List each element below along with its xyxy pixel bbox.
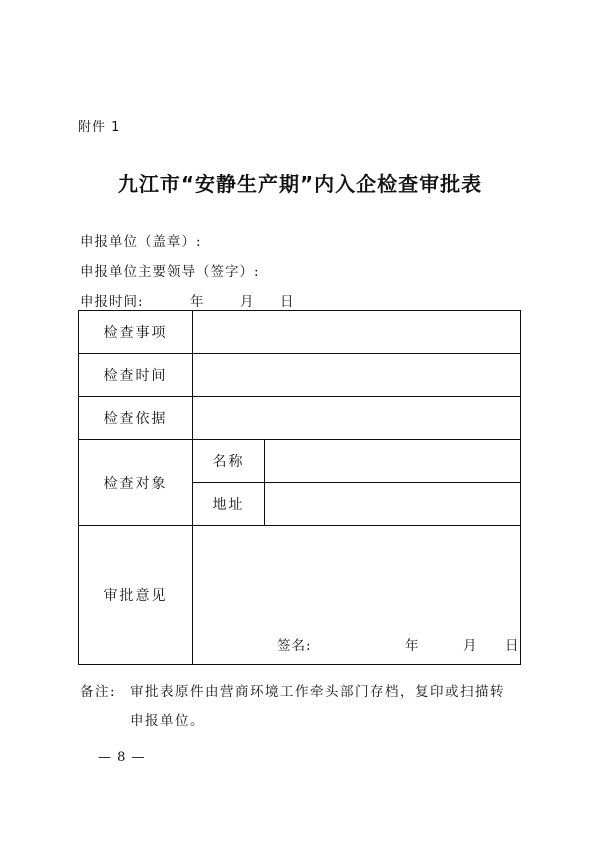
approval-opinion-field[interactable] bbox=[193, 526, 521, 665]
attachment-label: 附件 1 bbox=[78, 120, 121, 135]
table-row bbox=[79, 354, 521, 397]
signature-day: 日 bbox=[505, 638, 520, 654]
inspection-basis-field[interactable] bbox=[193, 397, 521, 440]
inspection-time-label: 检查时间 bbox=[79, 354, 193, 397]
applicant-time-label: 申报时间: bbox=[80, 294, 144, 310]
table-row bbox=[79, 311, 521, 354]
inspection-basis-label: 检查依据 bbox=[79, 397, 193, 440]
document-title: 九江市“安静生产期”内入企检查审批表 bbox=[117, 172, 483, 196]
remark-text-2: 申报单位。 bbox=[130, 713, 205, 729]
target-name-label: 名称 bbox=[193, 440, 265, 483]
applicant-leader-line: 申报单位主要领导（签字）: bbox=[80, 264, 260, 280]
page-number: — 8 — bbox=[98, 750, 146, 765]
inspection-item-label: 检查事项 bbox=[79, 311, 193, 354]
applicant-unit-line: 申报单位（盖章）: bbox=[80, 234, 202, 250]
target-address-field[interactable] bbox=[265, 483, 521, 526]
remark-text-1: 审批表原件由营商环境工作牵头部门存档，复印或扫描转 bbox=[130, 684, 505, 700]
signature-area bbox=[193, 526, 520, 664]
table-row bbox=[79, 397, 521, 440]
target-name-field[interactable] bbox=[265, 440, 521, 483]
applicant-time-day: 日 bbox=[280, 294, 295, 310]
remark-line-1 bbox=[80, 678, 550, 707]
inspection-target-label: 检查对象 bbox=[79, 440, 193, 526]
applicant-time-year: 年 bbox=[190, 294, 205, 310]
remark-section bbox=[80, 678, 550, 736]
inspection-time-field[interactable] bbox=[193, 354, 521, 397]
applicant-time-month: 月 bbox=[240, 294, 255, 310]
approval-form-table bbox=[78, 310, 521, 665]
signature-year: 年 bbox=[405, 638, 420, 654]
applicant-time-line bbox=[80, 290, 295, 310]
table-row bbox=[79, 440, 521, 483]
signature-month: 月 bbox=[463, 638, 478, 654]
remark-label: 备注: bbox=[80, 684, 117, 700]
table-row bbox=[79, 526, 521, 665]
approval-opinion-label: 审批意见 bbox=[79, 526, 193, 665]
inspection-item-field[interactable] bbox=[193, 311, 521, 354]
target-address-label: 地址 bbox=[193, 483, 265, 526]
signature-label: 签名: bbox=[277, 638, 312, 654]
